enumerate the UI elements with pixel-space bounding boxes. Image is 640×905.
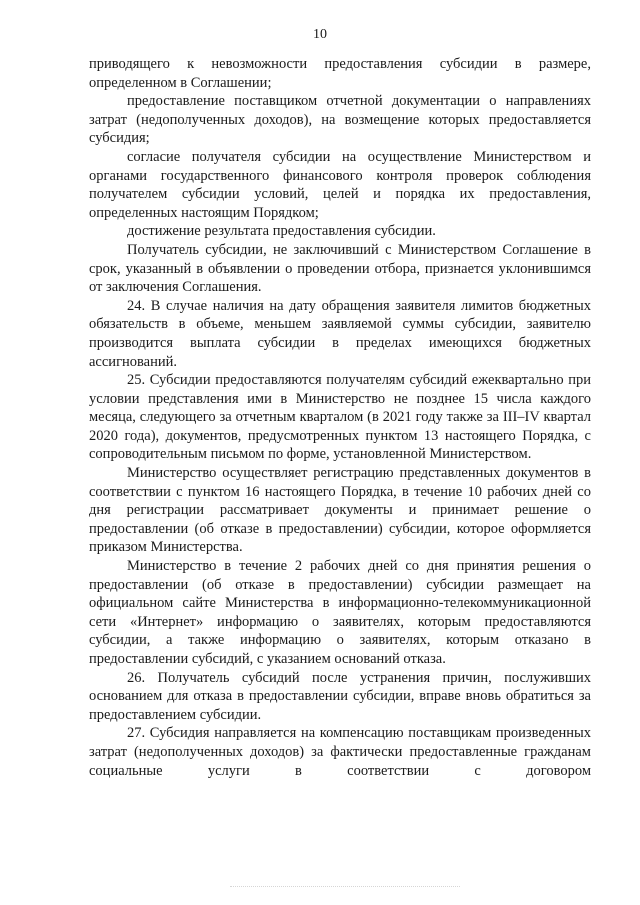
paragraph: 25. Субсидии предоставляются получателям субсидий ежеквартально при условии представления ими в Министерство не позднее 15 числа каждого месяца, следующего за отчетным кварталом (в 2021 году также за III–IV квартал 2020 года), документов, предусмотренных пунктом 13 настоящего Порядка, с сопроводительным письмом по форме, установленной Министерством. bbox=[89, 372, 591, 463]
page-number: 10 bbox=[313, 27, 327, 42]
scan-artifact bbox=[230, 886, 460, 891]
paragraph: 27. Субсидия направляется на компенсацию поставщикам произведенных затрат (недополученных доходов) за фактически предоставленные гражданам социальные услуги в соответствии с договором bbox=[89, 725, 591, 779]
paragraph: Министерство осуществляет регистрацию представленных документов в соответствии с пунктом 16 настоящего Порядка, в течение 10 рабочих дней со дня регистрации рассматривает документы и принимает решение о предоставлении (об отказе в предоставлении) субсидии, которое оформляется приказом Министерства. bbox=[89, 465, 591, 556]
paragraph: 26. Получатель субсидий после устранения причин, послуживших основанием для отказа в предоставлении субсидии, вправе вновь обратиться за предоставлением субсидии. bbox=[89, 669, 591, 723]
paragraph: согласие получателя субсидии на осуществление Министерством и органами государственного финансового контроля проверок соблюдения получателем субсидии условий, целей и порядка их предоставления, определенных настоящим Порядком; bbox=[89, 148, 591, 221]
paragraph: достижение результата предоставления субсидии. bbox=[127, 223, 436, 240]
paragraph: Министерство в течение 2 рабочих дней со дня принятия решения о предоставлении (об отказе в предоставлении) субсидии размещает на официальном сайте Министерства в информационно-телекоммуникационной сети «Интернет» информацию о заявителях, которым предоставляются субсидии, а также информацию о заявителях, которым отказано в предоставлении субсидий, с указанием оснований отказа. bbox=[89, 558, 591, 667]
paragraph: 24. В случае наличия на дату обращения заявителя лимитов бюджетных обязательств в объеме, меньшем заявляемой суммы субсидии, заявителю производится выплата субсидии в пределах имеющихся бюджетных ассигнований. bbox=[89, 297, 591, 370]
paragraph: Получатель субсидии, не заключивший с Министерством Соглашение в срок, указанный в объявлении о проведении отбора, признается уклонившимся от заключения Соглашения. bbox=[89, 241, 591, 296]
document-body bbox=[89, 55, 591, 780]
paragraph: приводящего к невозможности предоставления субсидии в размере, определенном в Соглашении; bbox=[89, 56, 591, 91]
paragraph: предоставление поставщиком отчетной документации о направлениях затрат (недополученных доходов), на возмещение которых предоставляется субсидия; bbox=[89, 93, 591, 147]
